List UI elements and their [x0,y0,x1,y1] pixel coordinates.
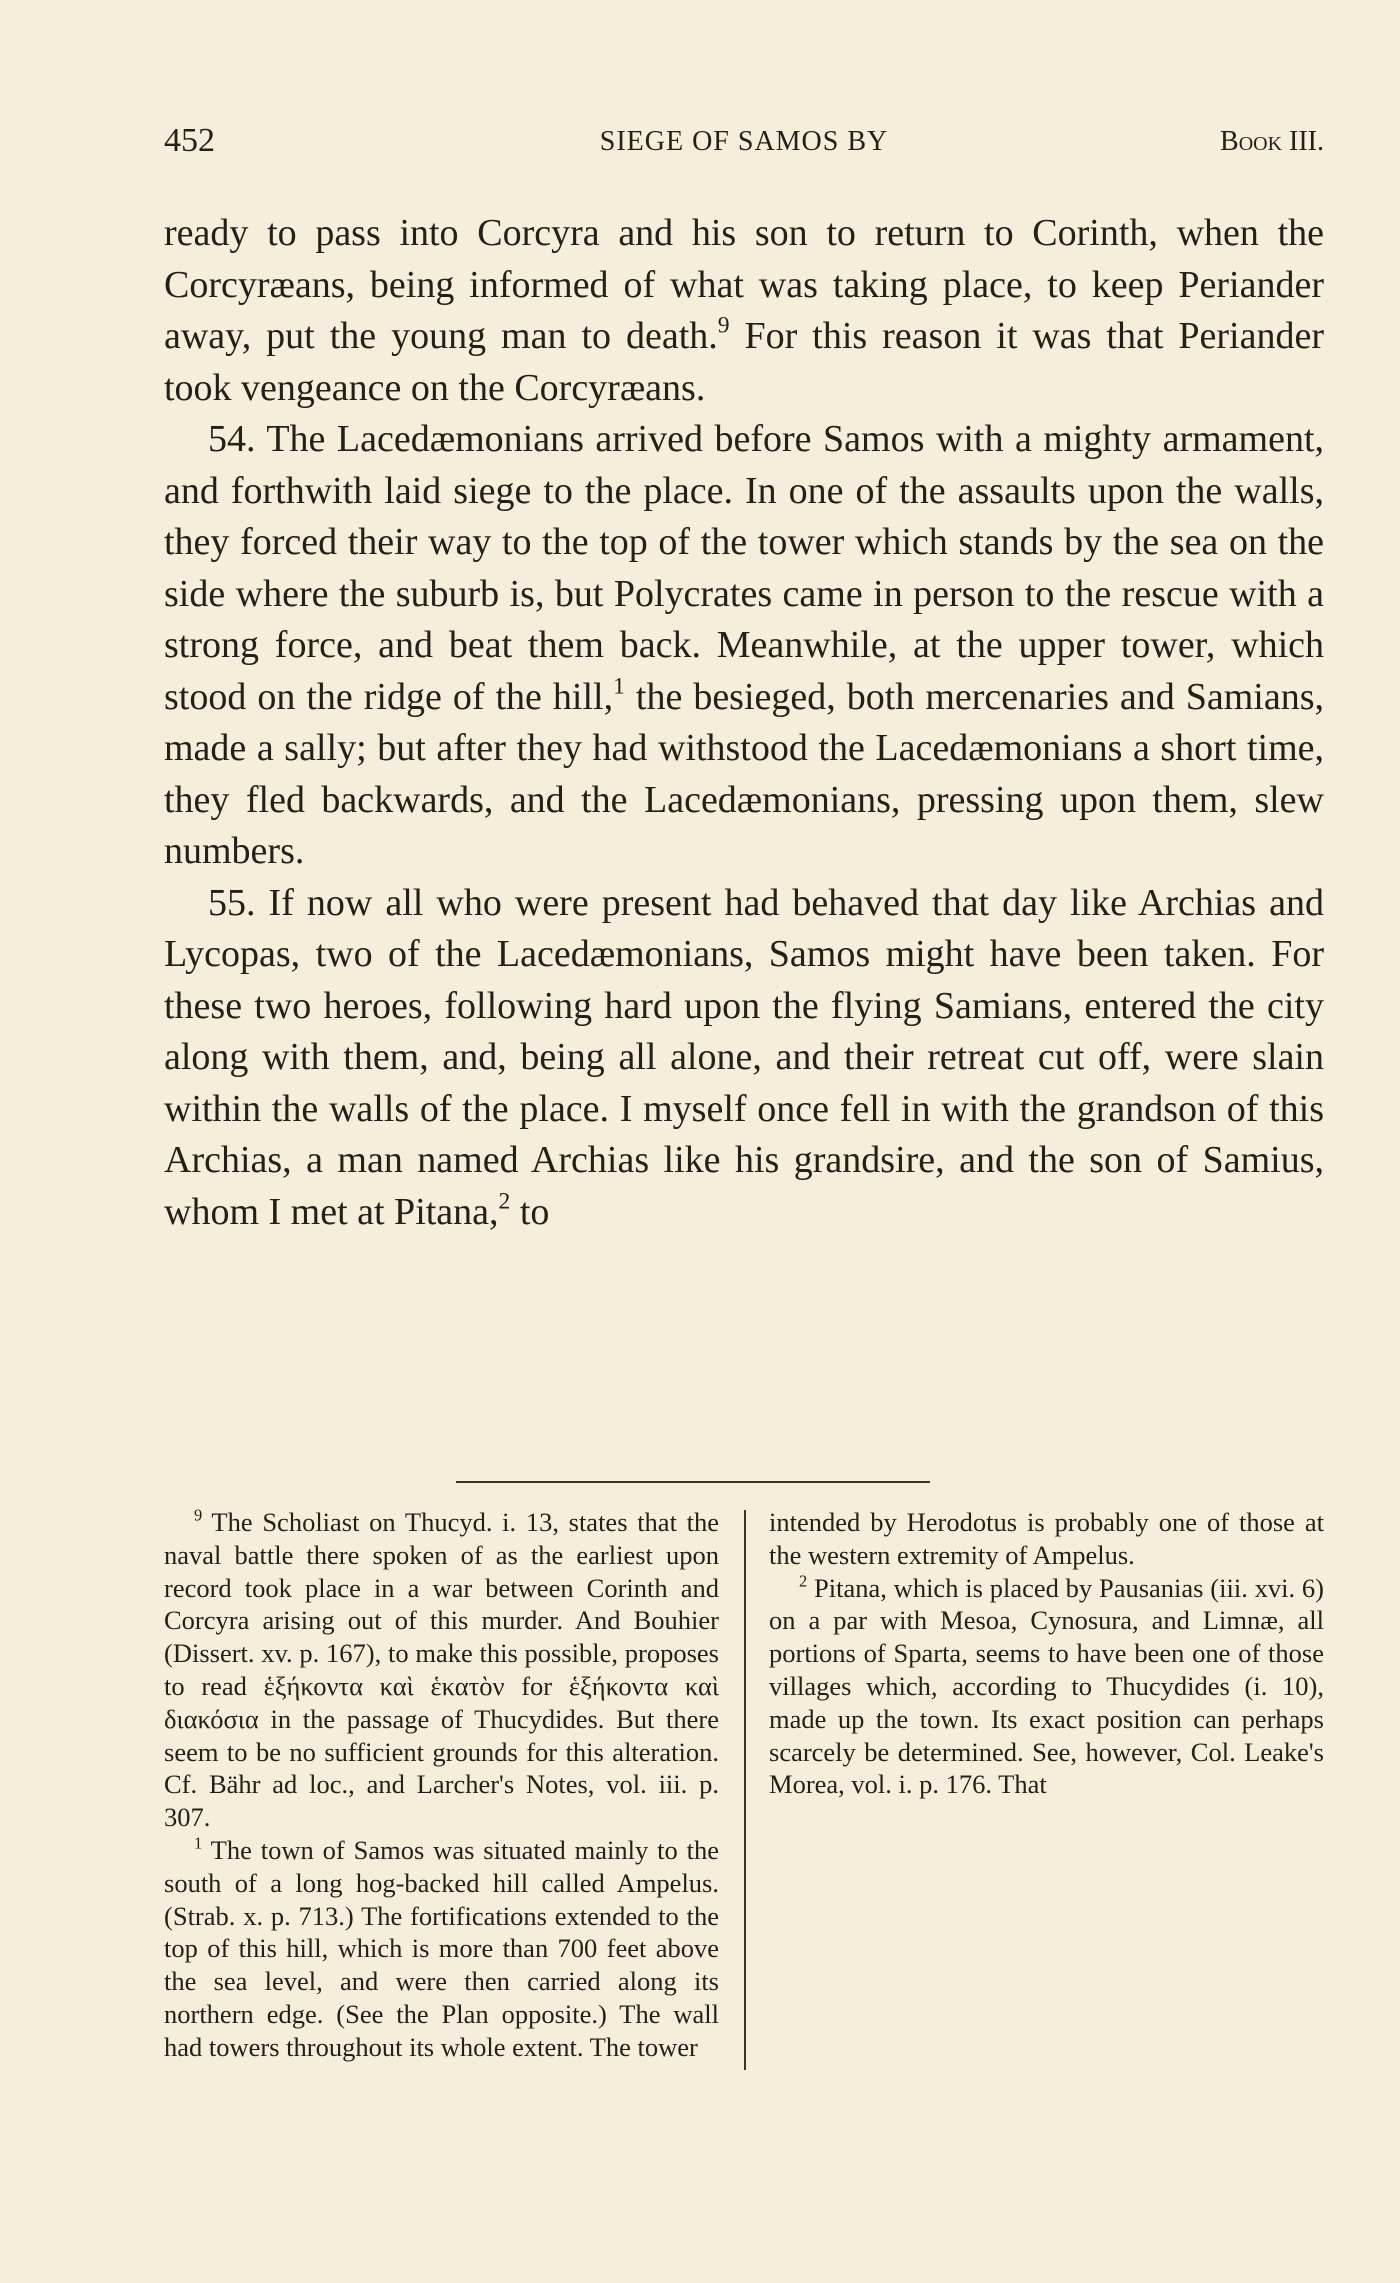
footnote-column-right [769,1506,1324,1801]
footnote-marker: 2 [799,1570,808,1590]
paragraph-text: the besieged, both mercenaries and Samians, made a sally; but after they had withstood the Lacedæmonians a short time, they fled backwards, and the Lacedæmonians, pressing upon them, slew numbers. [164,675,1324,872]
column-divider [744,1510,746,2070]
footnote-reference: 1 [613,673,625,700]
footnote-reference: 2 [498,1188,511,1215]
footnote-1 [164,1834,719,2064]
book-label: Book III. [1220,126,1324,157]
running-title: SIEGE OF SAMOS BY [599,126,889,157]
footnote-column-left [164,1506,719,2064]
footnote-reference: 9 [717,312,730,339]
footnote-marker: 1 [194,1833,203,1853]
paragraph-55 [164,878,1324,1239]
paragraph-text: to [510,1190,550,1233]
paragraph-text: 54. The Lacedæmonians arrived before Samos with a mighty armament, and forthwith laid siege to the place. In one of the assaults upon the walls, they forced their way to the top of the tower which stands by the sea on the side where the suburb is, but Polycrates came in person to the rescue with a strong force, and beat them back. Meanwhile, at the upper tower, which stood on the ridge of the hill, [164,418,1324,718]
page-header [164,122,1324,162]
footnote-2 [769,1572,1324,1802]
footnote-1-continued: intended by Herodotus is probably one of those at the western extremity of Ampelus. [769,1507,1324,1570]
footnotes [164,1506,1324,2066]
footnote-9 [164,1506,719,1834]
footnote-text: The town of Samos was situated mainly to the south of a long hog-backed hill called Ampelus. (Strab. x. p. 713.) The fortifications extended to the top of this hill, which is more than 700 feet above the sea level, and were then carried along its northern edge. (See the Plan opposite.) The wall had towers throughout its whole extent. The tower [164,1834,719,2062]
paragraph-text: 55. If now all who were present had behaved that day like Archias and Lycopas, two of the Lacedæmonians, Samos might have been taken. For these two heroes, following hard upon the flying Samians, entered the city along with them, and, being all alone, and their retreat cut off, were slain within the walls of the place. I myself once fell in with the grandson of this Archias, a man named Archias like his grandsire, and the son of Samius, whom I met at Pitana, [164,881,1324,1233]
paragraph-54 [164,414,1324,878]
paragraph-text: ready to pass into Corcyra and his son to return to Corinth, when the Corcyræans, being informed of what was taking place, to keep Periander away, put the young man to death. [164,212,1324,357]
footnote-text: Pitana, which is placed by Pausanias (iii. xvi. 6) on a par with Mesoa, Cynosura, and Limnæ, all portions of Sparta, seems to have been one of those villages which, according to Thucydides (i. 10), made up the town. Its exact position can perhaps scarcely be determined. See, however, Col. Leake's Morea, vol. i. p. 176. That [769,1572,1324,1800]
paragraph-continued [164,208,1324,414]
footnote-text: The Scholiast on Thucyd. i. 13, states that the naval battle there spoken of as the earliest upon record took place in a war between Corinth and Corcyra arising out of this murder. And Bouhier (Dissert. xv. p. 167), to make this possible, proposes to read ἑξήκοντα καὶ ἑκατὸν for ἑξήκοντα καὶ διακόσια in the passage of Thucydides. But there seem to be no sufficient grounds for this alteration. Cf. Bähr ad loc., and Larcher's Notes, vol. iii. p. 307. [164,1507,719,1833]
main-text [164,208,1324,1238]
paragraph-text: For this reason it was that Periander took vengeance on the Corcyræans. [164,315,1324,409]
page-number: 452 [164,122,215,159]
footnote-rule [456,1481,930,1483]
footnote-marker: 9 [194,1505,203,1525]
